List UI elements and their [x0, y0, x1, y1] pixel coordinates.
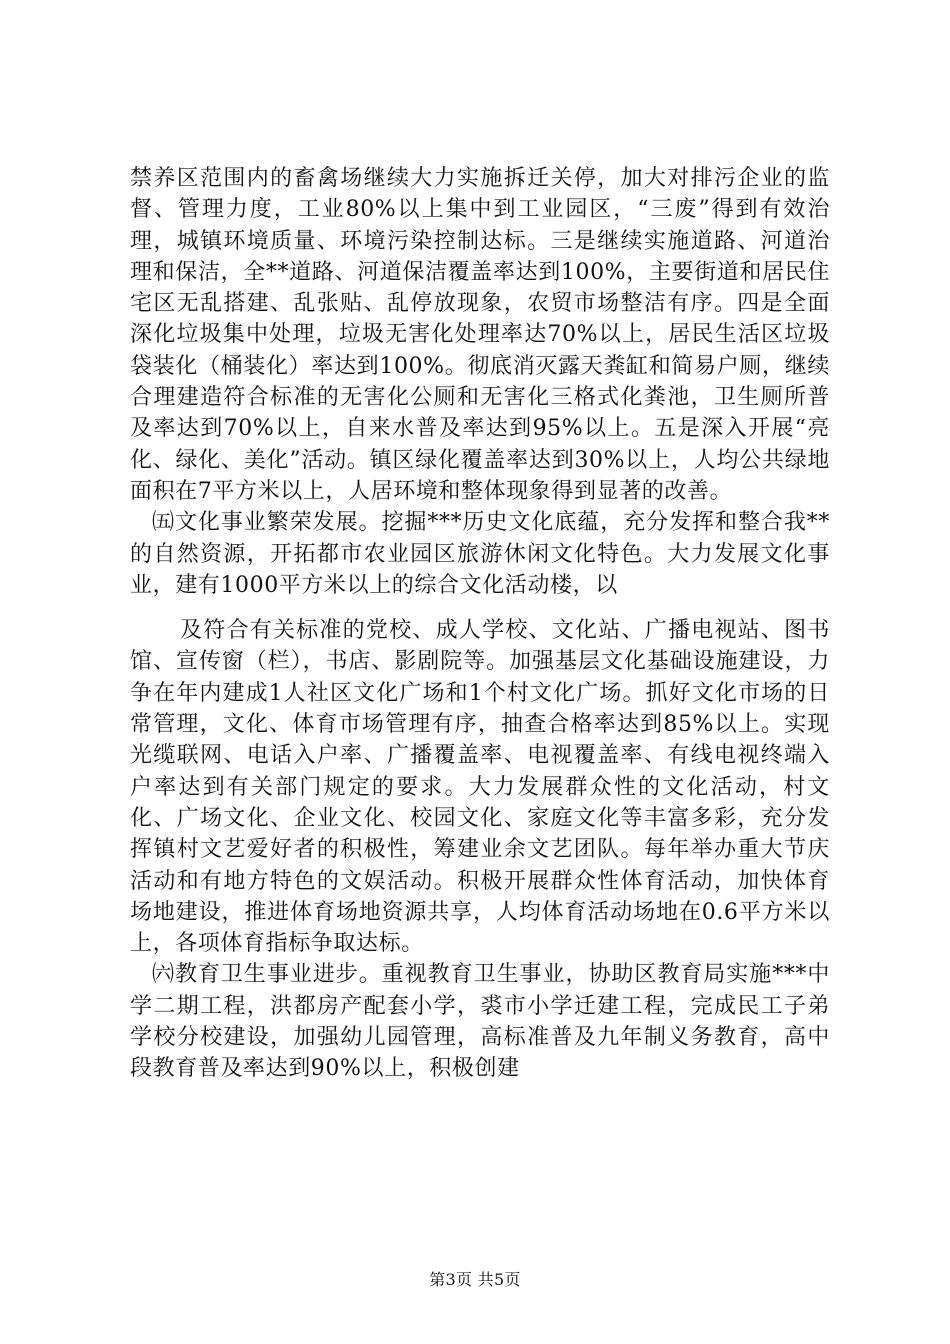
page-break-gap: [130, 601, 830, 615]
paragraph-culture-continued: 及符合有关标准的党校、成人学校、文化站、广播电视站、图书馆、宣传窗（栏），书店、影剧院等。加强基层文化基础设施建设，力争在年内建成1人社区文化广场和1个村文化广场。抓好文化市场的日常管理，文化、体育市场管理有序，抽查合格率达到85%以上。实现光缆联网、电话入户率、广播覆盖率、电视覆盖率、有线电视终端入户率达到有关部门规定的要求。大力发展群众性的文化活动，村文化、广场文化、企业文化、校园文化、家庭文化等丰富多彩，充分发挥镇村文艺爱好者的积极性，筹建业余文艺团队。每年举办重大节庆活动和有地方特色的文娱活动。积极开展群众性体育活动，加快体育场地建设，推进体育场地资源共享，人均体育活动场地在0.6平方米以上，各项体育指标争取达标。: [130, 618, 830, 957]
paragraph-environment: 禁养区范围内的畜禽场继续大力实施拆迁关停，加大对排污企业的监督、管理力度，工业80%以上集中到工业园区，“三废”得到有效治理，城镇环境质量、环境污染控制达标。三是继续实施道路、河道治理和保洁，全**道路、河道保洁覆盖率达到100%，主要街道和居民住宅区无乱搭建、乱张贴、乱停放现象，农贸市场整洁有序。四是全面深化垃圾集中处理，垃圾无害化处理率达70%以上，居民生活区垃圾袋装化（桶装化）率达到100%。彻底消灭露天粪缸和简易户厕，继续合理建造符合标准的无害化公厕和无害化三格式化粪池，卫生厕所普及率达到70%以上，自来水普及率达到95%以上。五是深入开展“亮化、绿化、美化”活动。镇区绿化覆盖率达到30%以上，人均公共绿地面积在7平方米以上，人居环境和整体现象得到显著的改善。: [130, 166, 830, 504]
document-body: [130, 163, 830, 1085]
paragraph-culture-heading: ㈤文化事业繁荣发展。挖掘***历史文化底蕴，充分发挥和整合我**的自然资源，开拓都市农业园区旅游休闲文化特色。大力发展文化事业，建有1000平方米以上的综合文化活动楼，以: [130, 510, 830, 598]
page-number-footer: 第3页 共5页: [429, 1270, 521, 1289]
paragraph-education-health: ㈥教育卫生事业进步。重视教育卫生事业，协助区教育局实施***中学二期工程，洪都房产配套小学，裘市小学迁建工程，完成民工子弟学校分校建设，加强幼儿园管理，高标准普及九年制义务教育，高中段教育普及率达到90%以上，积极创建: [130, 962, 830, 1082]
